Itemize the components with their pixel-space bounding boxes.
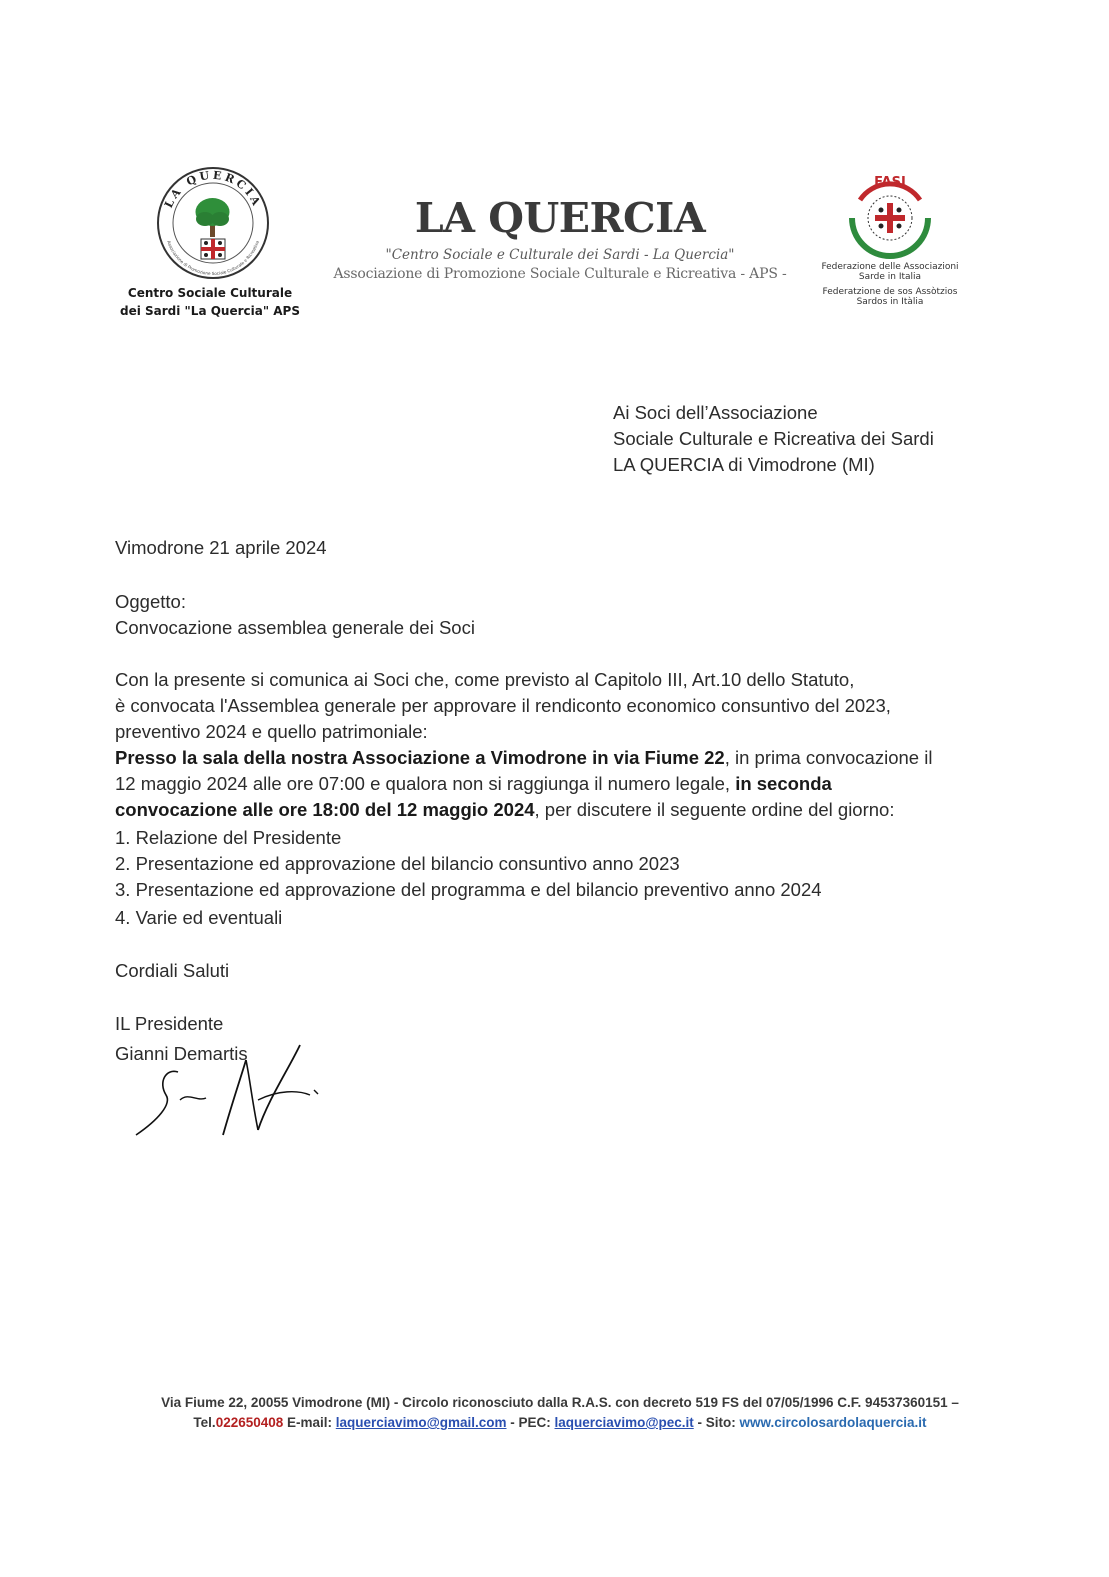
agenda-item: 2. Presentazione ed approvazione del bilancio consuntivo anno 2023 bbox=[115, 853, 680, 874]
fasi-emblem-icon bbox=[840, 170, 940, 262]
organization-tagline: Associazione di Promozione Sociale Culturale e Ricreativa - APS - bbox=[333, 266, 787, 282]
body-text: , per discutere il seguente ordine del giorno: bbox=[534, 799, 895, 820]
left-caption-line: dei Sardi "La Quercia" APS bbox=[119, 304, 300, 318]
la-quercia-logo bbox=[155, 165, 271, 281]
fasi-caption-line: Sarde in Italia bbox=[858, 272, 922, 282]
left-logo-caption bbox=[112, 284, 308, 320]
site-label: - Sito: bbox=[693, 1415, 740, 1430]
footer-address: Via Fiume 22, 20055 Vimodrone (MI) - Circolo riconosciuto dalla R.A.S. con decreto 519 FS del 07/05/1996 C.F. 94537360151 – bbox=[161, 1395, 959, 1410]
body-line bbox=[115, 773, 832, 795]
signer-name: Gianni Demartis bbox=[115, 1043, 248, 1064]
fasi-caption-italian bbox=[810, 262, 970, 282]
second-call-time: convocazione alle ore 18:00 del 12 maggio 2024 bbox=[115, 799, 535, 820]
svg-text:Associazione di Promozione Soc: Associazione di Promozione Sociale Culturale e Ricreativa bbox=[166, 240, 260, 277]
agenda-item: 4. Varie ed eventuali bbox=[115, 907, 283, 928]
body-text: , in prima convocazione il bbox=[724, 747, 933, 768]
website-link[interactable]: www.circolosardolaquercia.it bbox=[739, 1415, 927, 1430]
signature-icon bbox=[128, 1040, 328, 1140]
subject-text: Convocazione assemblea generale dei Soci bbox=[115, 617, 475, 638]
footer-contacts bbox=[60, 1415, 1060, 1430]
pec-link[interactable]: laquerciavimo@pec.it bbox=[554, 1415, 694, 1430]
recipient-line: Sociale Culturale e Ricreativa dei Sardi bbox=[613, 428, 934, 449]
svg-text:FASI: FASI bbox=[874, 175, 906, 190]
fasi-logo bbox=[840, 170, 940, 262]
body-text: 12 maggio 2024 alle ore 07:00 e qualora non si raggiunga il numero legale, bbox=[115, 773, 736, 794]
oak-tree-seal-icon bbox=[155, 165, 271, 281]
fasi-caption-sardinian bbox=[810, 287, 970, 307]
recipient-line: LA QUERCIA di Vimodrone (MI) bbox=[613, 454, 875, 475]
letter-date: Vimodrone 21 aprile 2024 bbox=[115, 537, 327, 558]
organization-subtitle: "Centro Sociale e Culturale dei Sardi - La Quercia" bbox=[385, 247, 735, 263]
tel-label: Tel. bbox=[193, 1415, 216, 1430]
pec-label: - PEC: bbox=[506, 1415, 555, 1430]
agenda-item: 3. Presentazione ed approvazione del programma e del bilancio preventivo anno 2024 bbox=[115, 879, 822, 900]
svg-text:LA QUERCIA: LA QUERCIA bbox=[162, 168, 265, 211]
body-line: è convocata l'Assemblea generale per approvare il rendiconto economico consuntivo del 2023, bbox=[115, 695, 891, 716]
body-line bbox=[115, 799, 894, 821]
body-line bbox=[115, 747, 932, 769]
body-line: Con la presente si comunica ai Soci che, come previsto al Capitolo III, Art.10 dello Statuto, bbox=[115, 669, 855, 690]
recipient-line: Ai Soci dell’Associazione bbox=[613, 402, 818, 423]
subject-label: Oggetto: bbox=[115, 591, 186, 612]
left-caption-line: Centro Sociale Culturale bbox=[127, 286, 293, 300]
fasi-caption-line: Sardos in Itàlia bbox=[856, 297, 924, 307]
signer-role: IL Presidente bbox=[115, 1013, 224, 1034]
body-line: preventivo 2024 e quello patrimoniale: bbox=[115, 721, 428, 742]
email-label: E-mail: bbox=[283, 1415, 336, 1430]
second-call-text: in seconda bbox=[735, 773, 832, 794]
agenda-item: 1. Relazione del Presidente bbox=[115, 827, 342, 848]
phone-number[interactable]: 022650408 bbox=[215, 1415, 284, 1430]
fasi-caption-line: Federatzione de sos Assòtzios bbox=[822, 287, 958, 297]
meeting-location: Presso la sala della nostra Associazione a Vimodrone in via Fiume 22 bbox=[115, 747, 725, 768]
closing-greeting: Cordiali Saluti bbox=[115, 960, 230, 981]
organization-title: LA QUERCIA bbox=[414, 194, 706, 242]
fasi-caption-line: Federazione delle Associazioni bbox=[821, 262, 959, 272]
email-link[interactable]: laquerciavimo@gmail.com bbox=[335, 1415, 507, 1430]
handwritten-signature bbox=[128, 1040, 328, 1140]
